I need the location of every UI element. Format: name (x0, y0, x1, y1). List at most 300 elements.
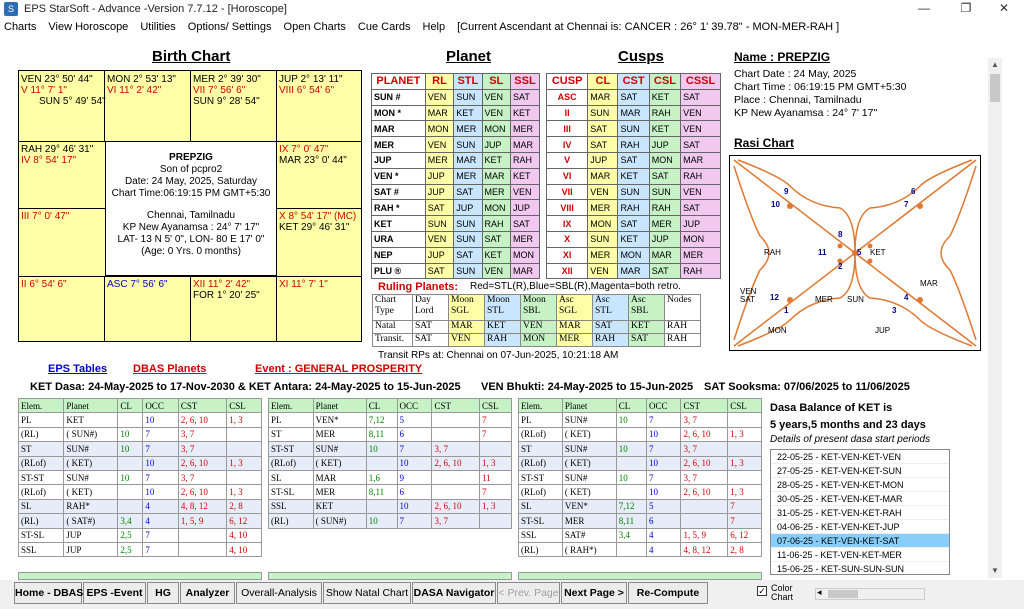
table-cell: MAR (618, 263, 649, 279)
bc-cusp-vi: VI 11° 2' 42" (107, 85, 162, 96)
table-cell: 10 (118, 442, 143, 456)
minimize-button[interactable]: — (918, 1, 930, 15)
table-cell: MAR (588, 168, 618, 184)
house-number-5: 5 (857, 248, 862, 257)
column-header: CSL (728, 399, 762, 413)
table-cell: VEN (425, 137, 454, 153)
show-natal-chart-button[interactable]: Show Natal Chart (323, 582, 411, 604)
table-cell: 3, 7 (681, 413, 728, 427)
event-link[interactable]: Event : GENERAL PROSPERITY (255, 363, 423, 375)
table-cell: SUN# (562, 442, 616, 456)
planet-col-header: RL (425, 74, 454, 90)
ayanamsa: KP New Ayanamsa : 24° 7' 17" (122, 222, 260, 233)
table-cell: KET (372, 216, 426, 232)
table-cell: (RL) (19, 427, 64, 441)
bc-cusp-viii: VIII 6° 54' 6" (279, 85, 335, 96)
cusp-col-header: CSL (649, 74, 680, 90)
table-row (547, 168, 721, 184)
column-header: Planet (562, 399, 616, 413)
table-cell: MAR (313, 470, 366, 484)
color-chart-label: Color Chart (771, 583, 794, 602)
son-of: Son of pcpro2 (159, 164, 223, 175)
ruling-cell: SAT (629, 334, 665, 347)
table-cell: 7 (480, 427, 512, 441)
table-cell: SUN (618, 184, 649, 200)
table-cell: ( RAH*) (562, 542, 616, 556)
table-cell (227, 427, 262, 441)
table-cell: 6 (647, 514, 681, 528)
table-row (372, 200, 540, 216)
table-cell: 7 (647, 413, 681, 427)
rasi-sun: SUN (847, 295, 864, 304)
bc-cusp-xi: XI 11° 7' 1" (279, 279, 328, 290)
table-cell: RAH* (64, 499, 118, 513)
table-cell (616, 485, 646, 499)
birth-time: Chart Time:06:19:15 PM GMT+5:30 (111, 188, 271, 199)
table-cell: MER (313, 427, 366, 441)
ruling-cell: MAR (557, 321, 593, 334)
table-cell: 1, 3 (227, 485, 262, 499)
list-item[interactable]: 04-06-25 - KET-VEN-KET-JUP (771, 520, 949, 534)
house-number-1: 1 (784, 306, 789, 315)
table-cell: 4 (647, 528, 681, 542)
bc-sun-2: SUN 9° 28' 54" (193, 96, 260, 107)
table-cell: SAT (649, 168, 680, 184)
table-cell: SAT (482, 231, 511, 247)
table-cell: 7 (728, 499, 762, 513)
table-cell: 1, 3 (227, 456, 262, 470)
table-row (372, 89, 540, 105)
ruling-cell: Moon SBL (521, 295, 557, 321)
menu-utilities[interactable]: Utilities (140, 20, 176, 33)
table-cell: 2, 6, 10 (681, 456, 728, 470)
ruling-cell: MER (557, 334, 593, 347)
table-cell: 2, 6, 10 (178, 456, 226, 470)
planet-col-header: PLANET (372, 74, 426, 90)
list-item[interactable]: 11-06-25 - KET-VEN-KET-MER (771, 548, 949, 562)
table-cell: MER (511, 231, 540, 247)
table-cell: SUN (454, 89, 482, 105)
bc-ket: KET 29° 46' 31" (279, 222, 350, 233)
table-cell: MER (681, 247, 721, 263)
chart-ayanamsa: KP New Ayanamsa : 24° 7' 17" (734, 107, 878, 119)
chart-date: Chart Date : 24 May, 2025 (734, 68, 857, 80)
menu-bar (0, 18, 1024, 35)
table-cell: SL (19, 499, 64, 513)
table-cell (480, 442, 512, 456)
dasa-periods-list[interactable] (770, 449, 950, 575)
table-cell: SL (519, 499, 563, 513)
cusp-col-header: CSSL (681, 74, 721, 90)
list-item[interactable]: 22-05-25 - KET-VEN-KET-VEN (771, 450, 949, 464)
table-cell: II (547, 105, 588, 121)
menu-charts[interactable]: Charts (4, 20, 37, 33)
table-cell: PL (19, 413, 64, 427)
table-cell: KET (482, 152, 511, 168)
scroll-thumb[interactable] (990, 74, 1000, 102)
table-cell: MER (313, 485, 366, 499)
table-cell: 1, 5, 9 (178, 514, 226, 528)
table-cell: VEN (482, 89, 511, 105)
table-cell: SSL (269, 499, 314, 513)
table-cell: V (547, 152, 588, 168)
table-cell: MON (588, 216, 618, 232)
table-cell: MON (649, 152, 680, 168)
table-cell: 10 (397, 499, 432, 513)
table-cell: SSL (519, 528, 563, 542)
table-row (547, 105, 721, 121)
re-compute-button[interactable]: Re-Compute (628, 582, 708, 604)
table-cell (728, 470, 762, 484)
list-item[interactable]: 30-05-25 - KET-VEN-KET-MAR (771, 492, 949, 506)
bc-mon: MON 2° 53' 13" (107, 74, 176, 85)
table-cell: 2, 8 (227, 499, 262, 513)
chart-name: Name : PREPZIG (734, 50, 831, 64)
table-cell: RAH (511, 152, 540, 168)
list-item[interactable]: 28-05-25 - KET-VEN-KET-MON (771, 478, 949, 492)
rasi-mer: MER (815, 295, 833, 304)
chart-place: Place : Chennai, Tamilnadu (734, 94, 862, 106)
column-header: CSL (227, 399, 262, 413)
table-cell: SUN# (64, 470, 118, 484)
table-cell: JUP (454, 200, 482, 216)
table-cell: MAR (454, 152, 482, 168)
rasi-chart-title: Rasi Chart (734, 136, 795, 150)
table-cell: XII (547, 263, 588, 279)
table-cell: MON (425, 121, 454, 137)
overall-analysis-button[interactable]: Overall-Analysis (236, 582, 322, 604)
hg-button[interactable]: HG (147, 582, 179, 604)
ruling-planets-title: Ruling Planets: (378, 281, 459, 293)
table-row (519, 542, 762, 556)
table-cell: MER (511, 121, 540, 137)
table-cell: MAR (649, 247, 680, 263)
table-row (372, 121, 540, 137)
table-cell: MER (482, 184, 511, 200)
chart-time: Chart Time : 06:19:15 PM GMT+5:30 (734, 81, 907, 93)
table-cell: SUN (454, 231, 482, 247)
column-header: Elem. (19, 399, 64, 413)
table-cell: SAT (681, 137, 721, 153)
table-cell: SUN# (313, 442, 366, 456)
ruling-cell: MON (521, 334, 557, 347)
table-cell: 1, 3 (480, 499, 512, 513)
table-cell: ( KET) (562, 427, 616, 441)
table-cell (432, 413, 480, 427)
bc-for: FOR 1° 20' 25" (193, 290, 260, 301)
ruling-cell: Asc SGL (557, 295, 593, 321)
ascendant-status: [Current Ascendant at Chennai is: CANCER : 26° 1' 39.78" - MON-MER-RAH ] (457, 20, 840, 33)
table-cell: 3, 7 (178, 470, 226, 484)
table-cell: 3, 7 (432, 514, 480, 528)
table-cell: RAH (618, 200, 649, 216)
table-cell (728, 442, 762, 456)
table-cell: ( SAT#) (64, 514, 118, 528)
table-header-row (269, 399, 512, 413)
table-row (519, 456, 762, 470)
list-item[interactable]: 15-06-25 - KET-SUN-SUN-SUN (771, 562, 949, 575)
scroll-left-icon[interactable]: ◂ (817, 587, 822, 597)
table-cell: 7 (480, 413, 512, 427)
table-cell: JUP (511, 200, 540, 216)
column-header: CST (178, 399, 226, 413)
next-page-button[interactable]: Next Page > (561, 582, 627, 604)
ruling-cell: Asc SBL (629, 295, 665, 321)
table-cell: SAT (618, 152, 649, 168)
dbas-planets-link[interactable]: DBAS Planets (133, 363, 207, 375)
table-row (547, 231, 721, 247)
table-row (547, 263, 721, 279)
table-row (547, 89, 721, 105)
table-cell: ST-ST (519, 470, 563, 484)
table-row (372, 168, 540, 184)
table-cell: IX (547, 216, 588, 232)
table-row (19, 542, 262, 556)
hscroll-thumb[interactable] (828, 590, 858, 598)
table-row (19, 528, 262, 542)
ruling-cell: Nodes (665, 295, 701, 321)
table-cell: 9 (397, 470, 432, 484)
table-cell: ASC (547, 89, 588, 105)
table-cell: ( SUN#) (313, 514, 366, 528)
table-row (519, 499, 762, 513)
menu-options-settings[interactable]: Options/ Settings (187, 20, 272, 33)
menu-help[interactable]: Help (422, 20, 446, 33)
scroll-down-icon[interactable]: ▼ (991, 566, 999, 575)
table-cell: 7,12 (366, 413, 397, 427)
ruling-cell: SAT (413, 321, 449, 334)
table-cell: SUN (588, 105, 618, 121)
table-cell: MAR (482, 168, 511, 184)
restore-button[interactable]: ❐ (960, 1, 972, 15)
table-row (547, 247, 721, 263)
table-row (547, 184, 721, 200)
bc-cusp-v: V 11° 7' 1" (21, 85, 67, 96)
menu-cue-cards[interactable]: Cue Cards (357, 20, 411, 33)
ruling-cell: RAH (593, 334, 629, 347)
column-header: CL (366, 399, 397, 413)
color-chart-checkbox[interactable]: ✓ (758, 586, 766, 596)
home-dbas-button[interactable]: Home - DBAS (14, 582, 82, 604)
table-cell: SAT (511, 89, 540, 105)
table-row (547, 137, 721, 153)
app-logo-icon: S (4, 2, 18, 16)
table-cell: 7 (143, 442, 179, 456)
column-header: OCC (397, 399, 432, 413)
table-cell: (RLof) (519, 485, 563, 499)
table-row (19, 413, 262, 427)
table-cell: SAT (618, 216, 649, 232)
planet-col-header: SSL (511, 74, 540, 90)
table-cell: MER (588, 247, 618, 263)
table-cell (366, 456, 397, 470)
cusp-col-header: CUSP (547, 74, 588, 90)
column-header: CST (681, 399, 728, 413)
table-cell: 8,11 (616, 514, 646, 528)
table-cell: (RLof) (519, 456, 563, 470)
birth-place: Chennai, Tamilnadu (146, 210, 236, 221)
table-cell: RAH (681, 168, 721, 184)
table-cell: 1, 3 (227, 413, 262, 427)
table-row (372, 184, 540, 200)
bc-cusp-x: X 8° 54' 17" (MC) (279, 211, 357, 222)
table-cell: SUN (454, 263, 482, 279)
ruling-cell: Day Lord (413, 295, 449, 321)
table-cell: JUP (425, 184, 454, 200)
table-cell: 2,5 (118, 528, 143, 542)
age: (Age: 0 Yrs. 0 months) (141, 246, 241, 257)
table-cell: 1, 3 (728, 427, 762, 441)
table-cell: 10 (118, 427, 143, 441)
table-cell: ( KET) (64, 485, 118, 499)
table-row (269, 456, 512, 470)
prev-page-button[interactable]: < Prev. Page (497, 582, 560, 604)
table-row (19, 514, 262, 528)
ruling-cell: Chart Type (373, 295, 413, 321)
table-cell: SAT (454, 184, 482, 200)
table-cell: PLU ® (372, 263, 426, 279)
table-cell: VI (547, 168, 588, 184)
table-cell: 4, 8, 12 (681, 542, 728, 556)
ruling-cell: SAT (593, 321, 629, 334)
eps-event-button[interactable]: EPS -Event (83, 582, 146, 604)
house-number-7: 7 (904, 200, 909, 209)
cusp-col-header: CL (588, 74, 618, 90)
dasa-navigator-button[interactable]: DASA Navigator (412, 582, 496, 604)
ruling-cell: KET (485, 321, 521, 334)
column-header: CL (118, 399, 143, 413)
table-cell: SUN# (562, 413, 616, 427)
rasi-sat: SAT (740, 295, 755, 304)
bc-cusp-iii: III 7° 0' 47" (21, 211, 70, 222)
table-cell: SUN (454, 137, 482, 153)
table-cell: 6, 12 (227, 514, 262, 528)
table-cell: MAR (372, 121, 426, 137)
analyzer-button[interactable]: Analyzer (180, 582, 235, 604)
table-cell: JUP (649, 137, 680, 153)
table-row (269, 499, 512, 513)
table-cell: SAT (425, 263, 454, 279)
table-row (519, 514, 762, 528)
table-cell: III (547, 121, 588, 137)
list-item[interactable]: 07-06-25 - KET-VEN-KET-SAT (771, 534, 949, 548)
table-cell: URA (372, 231, 426, 247)
table-cell: SAT (588, 137, 618, 153)
close-button[interactable]: ✕ (998, 1, 1010, 15)
house-number-9: 9 (784, 187, 789, 196)
table-cell: RAH (649, 105, 680, 121)
column-header: CL (616, 399, 646, 413)
list-item[interactable]: 31-05-25 - KET-VEN-KET-RAH (771, 506, 949, 520)
table-row (269, 485, 512, 499)
table-cell: (RL) (19, 514, 64, 528)
table-row (19, 470, 262, 484)
table-cell (616, 542, 646, 556)
bc-rah: RAH 29° 46' 31" (21, 144, 94, 155)
table-cell: SUN # (372, 89, 426, 105)
table-cell: JUP (588, 152, 618, 168)
table-cell: ( KET) (64, 456, 118, 470)
scroll-up-icon[interactable]: ▲ (991, 60, 999, 69)
birth-chart-center (105, 141, 277, 276)
table-cell: SUN (588, 231, 618, 247)
table-row (19, 427, 262, 441)
table-row (372, 216, 540, 232)
table-cell: MON (482, 121, 511, 137)
next-table-1 (18, 572, 262, 580)
table-cell: MAR (588, 89, 618, 105)
ruling-cell: RAH (485, 334, 521, 347)
table-cell: 11 (480, 470, 512, 484)
table-cell: SAT (649, 263, 680, 279)
transit-rp-line: Transit RPs at: Chennai on 07-Jun-2025, 10:21:18 AM (378, 350, 619, 361)
table-cell: 2, 6, 10 (681, 427, 728, 441)
ket-dasa: KET Dasa: 24-May-2025 to 17-Nov-2030 & KET Antara: 24-May-2025 to 15-Jun-2025 (30, 381, 461, 393)
rasi-ven: VEN (740, 287, 757, 296)
vertical-scrollbar[interactable] (988, 58, 1002, 578)
table-cell: JUP (649, 231, 680, 247)
table-row (372, 231, 540, 247)
menu-view-horoscope[interactable]: View Horoscope (48, 20, 129, 33)
table-cell: MER (454, 121, 482, 137)
ruling-cell: Transit. (373, 334, 413, 347)
table-cell (118, 413, 143, 427)
table-cell: 5 (397, 413, 432, 427)
table-cell: JUP (482, 137, 511, 153)
table-cell (432, 485, 480, 499)
column-header: Elem. (519, 399, 563, 413)
table-row (547, 121, 721, 137)
house-number-8: 8 (838, 230, 843, 239)
table-cell: ( KET) (562, 456, 616, 470)
ruling-cell: MAR (449, 321, 485, 334)
house-number-3: 3 (892, 306, 897, 315)
horizontal-scrollbar[interactable] (815, 588, 925, 600)
table-cell: 2, 6, 10 (681, 485, 728, 499)
table-row (547, 152, 721, 168)
column-header: Planet (64, 399, 118, 413)
table-cell: 6 (397, 485, 432, 499)
table-row (547, 200, 721, 216)
list-item[interactable]: 27-05-25 - KET-VEN-KET-SUN (771, 464, 949, 478)
table-cell: SUN (425, 216, 454, 232)
table-cell (178, 542, 226, 556)
table-cell: RAH * (372, 200, 426, 216)
table-cell: 4, 10 (227, 528, 262, 542)
table-cell: 2, 6, 10 (178, 485, 226, 499)
table-cell: MAR (511, 137, 540, 153)
table-cell: 4 (143, 514, 179, 528)
ruling-cell: KET (629, 321, 665, 334)
table-cell: MON (618, 247, 649, 263)
table-cell: X (547, 231, 588, 247)
table-cell: SAT (681, 200, 721, 216)
table-row (372, 152, 540, 168)
table-cell: 4 (143, 499, 179, 513)
next-table-2 (268, 572, 512, 580)
table-cell: KET (618, 231, 649, 247)
planet-title: Planet (446, 48, 492, 65)
table-cell: 3, 7 (681, 470, 728, 484)
eps-tables-link[interactable]: EPS Tables (48, 363, 108, 375)
ruling-cell: VEN (521, 321, 557, 334)
table-cell: ST-SL (19, 528, 64, 542)
table-cell: KET (618, 168, 649, 184)
table-cell: 7 (143, 427, 179, 441)
menu-open-charts[interactable]: Open Charts (283, 20, 346, 33)
house-number-10: 10 (771, 200, 780, 209)
table-cell: ST (19, 442, 64, 456)
